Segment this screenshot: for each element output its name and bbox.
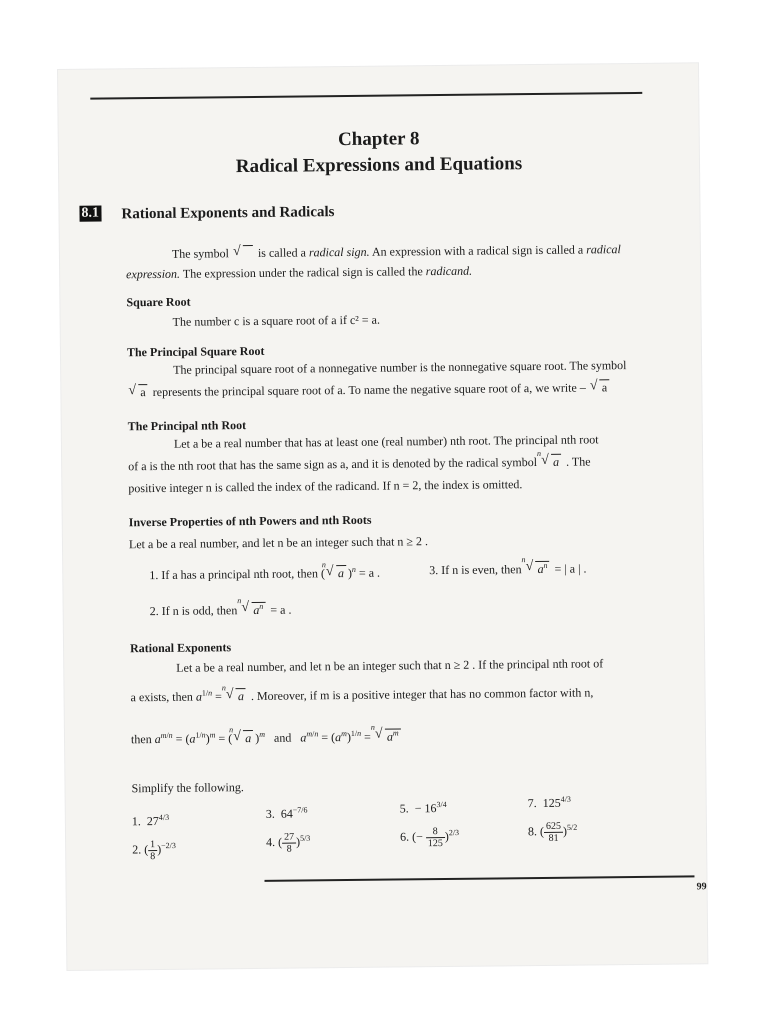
inverse-property-3: 3. If n is even, then √ n $a^n$ = | a | . xyxy=(429,560,586,578)
exercise-8: 8. ( $\frac{625}{81}$ )$^{5/2}$ xyxy=(527,820,578,844)
inverse-property-2: 2. If n is odd, then √ n $a^n = a$ . xyxy=(150,602,292,619)
rational-exponents-line-1: Let a be a real number, and let n be an integer such that n ≥ 2 . If the principal nth root of xyxy=(176,656,604,675)
rational-exponents-heading: Rational Exponents xyxy=(129,640,232,656)
chapter-heading: Chapter 8 xyxy=(337,128,420,151)
exercise-4: 4. ( $\frac{27}{8}$ )$^{5/3}$ xyxy=(266,831,311,855)
exercise-2: 2. ( $\frac{1}{8}$ )$^{-2/3}$ xyxy=(132,839,176,863)
section-title: Rational Exponents and Radicals xyxy=(121,204,335,223)
principal-square-root-heading: The Principal Square Root xyxy=(126,343,265,360)
square-root-text: The number c is a square root of a if c² = a. xyxy=(172,312,381,329)
bottom-rule xyxy=(264,875,694,882)
square-root-heading: Square Root xyxy=(126,294,191,310)
principal-nth-root-line-3: positive integer n is called the index of the radicand. If n = 2, the index is omitted. xyxy=(128,477,523,496)
exercise-3: 3. $64^{-7/6}$ xyxy=(265,805,308,821)
section-number: 8.1 xyxy=(79,206,101,222)
inverse-properties-intro: Let a be a real number, and let n be an integer such that n ≥ 2 . xyxy=(128,534,429,552)
top-rule xyxy=(90,92,642,100)
exercise-7: 7. $125^{4/3}$ xyxy=(527,794,571,811)
principal-nth-root-heading: The Principal nth Root xyxy=(127,418,247,434)
principal-nth-root-line-1: Let a be a real number that has at least one (real number) nth root. The principal nth root xyxy=(173,432,599,451)
exercises-heading: Simplify the following. xyxy=(131,780,244,796)
chapter-title: Radical Expressions and Equations xyxy=(235,153,523,178)
rational-exponents-line-2: a exists, then $a^{1/n}$ = √ n a . Moreover, if m is a positive integer that has no common factor with n, xyxy=(130,684,593,705)
exercise-6: 6. (− $\frac{8}{125}$ )$^{2/3}$ xyxy=(399,826,460,850)
inverse-properties-heading: Inverse Properties of nth Powers and nth Roots xyxy=(128,512,372,530)
inverse-property-1: 1. If a has a principal nth root, then ( √ n a )$^n$ = a . xyxy=(149,565,380,583)
radical-sign-symbol xyxy=(234,246,253,261)
exercise-5: 5. − $16^{3/4}$ xyxy=(399,799,447,816)
principal-square-root-line-1: The principal square root of a nonnegative number is the nonnegative square root. The symbol xyxy=(173,358,627,377)
textbook-page xyxy=(58,63,707,970)
principal-square-root-line-2: √ a represents the principal square root of a. To name the negative square root of a, we write – √ a xyxy=(127,380,611,400)
principal-nth-root-line-2: of a is the nth root that has the same sign as a, and it is denoted by the radical symbol √ n a . The xyxy=(128,454,591,474)
page-number: 99 xyxy=(696,881,707,893)
exercise-1: 1. $27^{4/3}$ xyxy=(131,812,170,829)
intro-line-2: expression. The expression under the radical sign is called the radicand. xyxy=(126,263,473,282)
rational-exponents-line-3: then $a^{m/n} = (a^{1/n})^m$ = ( √ n a )$^m$ and $a^{m/n} = (a^m)^{1/n}$ = √ n $a^m$ xyxy=(131,728,403,747)
intro-line-1: The symbol √ is called a radical sign. An expression with a radical sign is called a radical xyxy=(172,242,621,262)
